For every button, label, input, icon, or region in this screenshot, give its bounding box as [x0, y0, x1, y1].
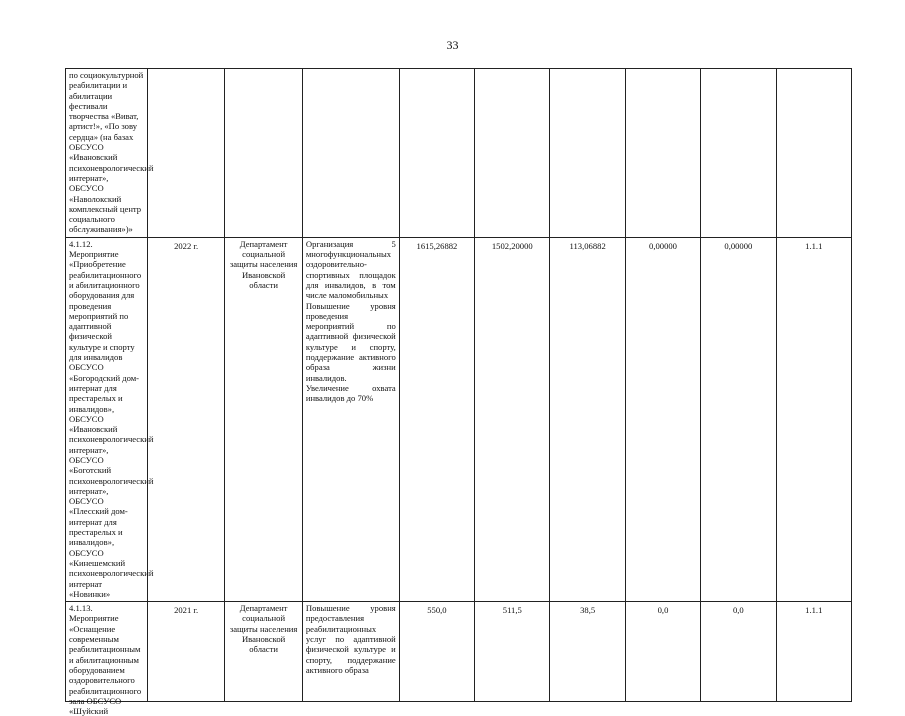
goal-cell: [302, 602, 399, 702]
goal-cell: [302, 69, 399, 238]
indicator-code-cell: 1.1.1: [776, 602, 851, 702]
value-cell: [475, 69, 550, 238]
table-row: [66, 602, 852, 702]
value-cell: 0,00000: [701, 237, 776, 601]
table-row: [66, 237, 852, 601]
value-cell: [399, 69, 474, 238]
value-cell: 38,5: [550, 602, 625, 702]
value-cell: 113,06882: [550, 237, 625, 601]
executor-cell: Департамент социальной защиты населения Ивановской области: [225, 237, 303, 601]
value-cell: 1502,20000: [475, 237, 550, 601]
activity-name-cell: [66, 602, 148, 716]
value-cell: [550, 69, 625, 238]
value-cell: 0,0: [625, 602, 700, 702]
value-cell: [625, 69, 700, 238]
year-cell: [147, 69, 225, 238]
indicator-code-cell: [776, 69, 851, 238]
goal-cell: Организация 5 многофункциональных оздоровительно-спортивных площадок для инвалидов, в том числе маломобильных Повышение уровня проведения мероприятий по адаптивной физической культуре и спорту, поддержание активного образа жизни инвалидов. Увеличение охвата инвалидов до 70%: [302, 237, 399, 601]
page-number: 33: [446, 38, 459, 52]
indicator-code-cell: 1.1.1: [776, 237, 851, 601]
value-cell: [701, 69, 776, 238]
value-cell: 550,0: [399, 602, 474, 702]
executor-cell: Департамент социальной защиты населения Ивановской области: [225, 602, 303, 702]
executor-cell: [225, 69, 303, 238]
activity-name-cell: 4.1.12. Мероприятие «Приобретение реабилитационного и абилитационного оборудования для проведения мероприятий по адаптивной физической культуре и спорту для инвалидов ОБСУСО «Богородский дом-интернат для престарелых и инвалидов», ОБСУСО «Ивановский психоневрологический интернат», ОБСУСО «Боготский психоневрологический интернат», ОБСУСО «Плесский дом-интернат для престарелых и инвалидов», ОБСУСО «Кинешемский психоневрологический интернат «Новинки»: [66, 237, 148, 601]
value-cell: 1615,26882: [399, 237, 474, 601]
year-cell: 2021 г.: [147, 602, 225, 702]
value-cell: 511,5: [475, 602, 550, 702]
activity-name-text: 4.1.13. Мероприятие «Оснащение современным реабилитационным и абилитационным оборудованием оздоровительного реабилитационного зала ОБСУСО «Шуйский: [69, 603, 142, 716]
value-cell: 0,00000: [625, 237, 700, 601]
table-row: [66, 69, 852, 238]
program-activities-table: [65, 68, 852, 716]
activity-name-cell: по социокультурной реабилитации и абилитации фестивали творчества «Виват, артист!», «По зову сердца» (на базах ОБСУСО «Ивановский психоневрологический интернат», ОБСУСО «Наволокский комплексный центр социального обслуживания»)»: [66, 69, 148, 238]
year-cell: 2022 г.: [147, 237, 225, 601]
value-cell: 0,0: [701, 602, 776, 702]
goal-text: Повышение уровня предоставления реабилитационных услуг по адаптивной физической культуре и спорту, поддержание активного образа: [305, 603, 396, 675]
